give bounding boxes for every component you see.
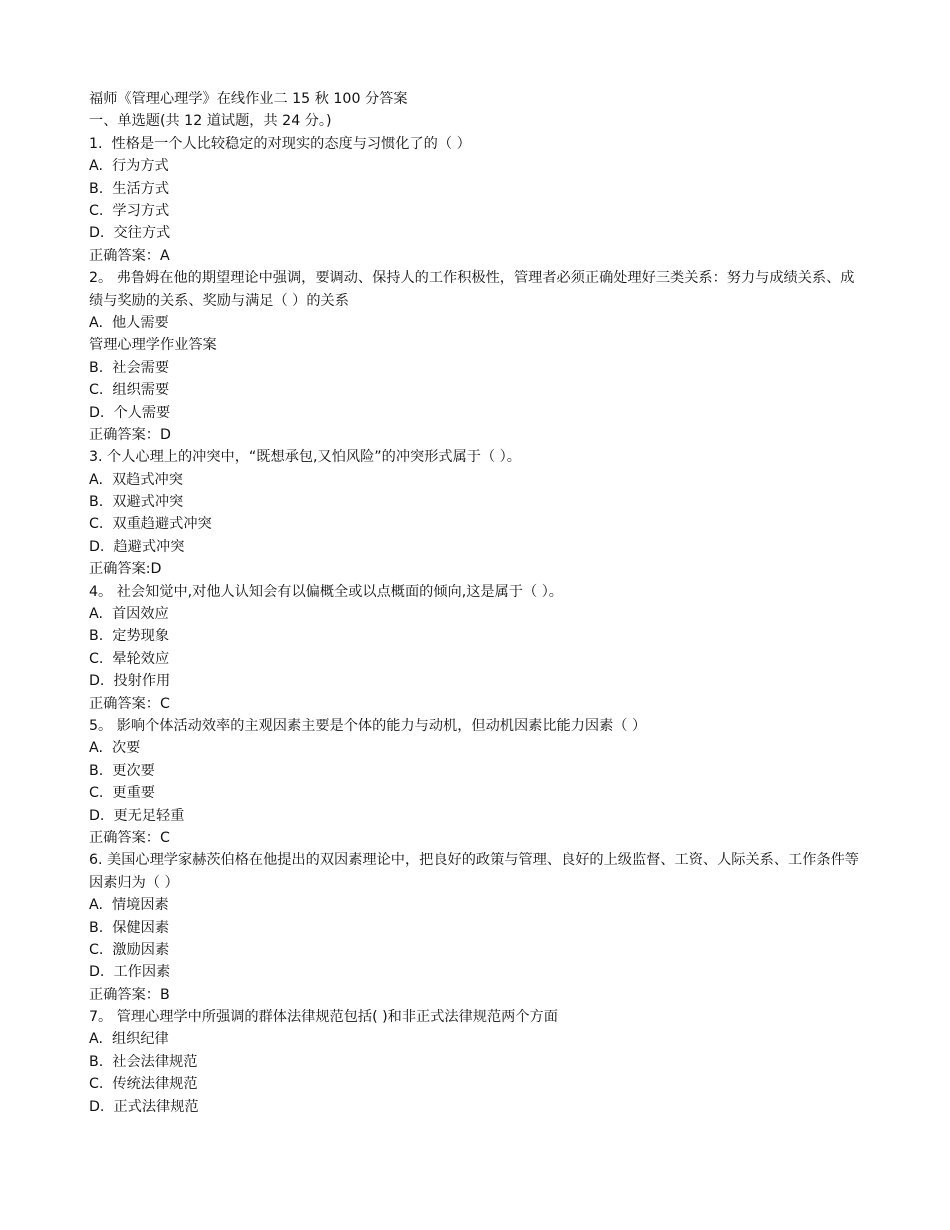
question-option: B. 社会需要 [89,359,170,376]
question-option: D. 正式法律规范 [89,1098,199,1115]
question-option: C. 学习方式 [89,202,170,219]
question-stem: 1. 性格是一个人比较稳定的对现实的态度与习惯化了的（ ） [89,135,471,152]
correct-answer: 正确答案:D [89,561,162,578]
question-option: A. 双趋式冲突 [89,471,183,488]
question-option: B. 更次要 [89,762,155,779]
question-option: C. 传统法律规范 [89,1076,198,1093]
question-option: A. 行为方式 [89,158,169,175]
interlude-text: 管理心理学作业答案 [89,337,217,354]
question-option: D. 个人需要 [89,404,171,421]
correct-answer: 正确答案：C [89,829,170,846]
question-option: A. 首因效应 [89,606,169,623]
question-option: C. 组织需要 [89,382,170,399]
question-stem: 4。 社会知觉中,对他人认知会有以偏概全或以点概面的倾向,这是属于（ ）。 [89,583,563,600]
question-stem: 5。 影响个体活动效率的主观因素主要是个体的能力与动机，但动机因素比能力因素（ ） [89,717,647,734]
question-option: A. 情境因素 [89,897,169,914]
document-title: 福师《管理心理学》在线作业二 15 秋 100 分答案 [89,91,408,107]
question-option: C. 双重趋避式冲突 [89,516,212,533]
question-option: C. 晕轮效应 [89,650,170,667]
question-option: B. 保健因素 [89,919,170,936]
question-stem: 3. 个人心理上的冲突中，“既想承包,又怕风险”的冲突形式属于（ ）。 [89,449,521,466]
question-option: A. 组织纪律 [89,1031,169,1048]
correct-answer: 正确答案：B [89,986,170,1003]
question-option: C. 更重要 [89,785,155,802]
question-option: D. 更无足轻重 [89,807,185,824]
question-option: D. 趋避式冲突 [89,538,185,555]
question-option: D. 交往方式 [89,225,171,242]
question-option: C. 激励因素 [89,941,170,958]
question-option: D. 投射作用 [89,673,171,690]
correct-answer: 正确答案：C [89,695,170,712]
question-option: B. 社会法律规范 [89,1053,198,1070]
section-heading: 一、单选题(共 12 道试题，共 24 分。) [89,113,332,130]
correct-answer: 正确答案：A [89,247,170,264]
question-stem: 7。 管理心理学中所强调的群体法律规范包括( )和非正式法律规范两个方面 [89,1009,558,1026]
question-option: B. 生活方式 [89,180,170,197]
question-option: B. 定势现象 [89,628,170,645]
question-option: A. 他人需要 [89,314,169,331]
question-option: A. 次要 [89,740,141,757]
question-stem: 2。 弗鲁姆在他的期望理论中强调，要调动、保持人的工作积极性，管理者必须正确处理好三类关系：努力与成绩关系、成绩与奖励的关系、奖励与满足（ ）的关系 [89,270,855,309]
correct-answer: 正确答案：D [89,426,171,443]
question-stem: 6. 美国心理学家赫茨伯格在他提出的双因素理论中，把良好的政策与管理、良好的上级监督、工资、人际关系、工作条件等因素归为（ ） [89,852,859,891]
question-option: B. 双避式冲突 [89,494,184,511]
question-option: D. 工作因素 [89,964,171,981]
document-body [89,88,864,1118]
